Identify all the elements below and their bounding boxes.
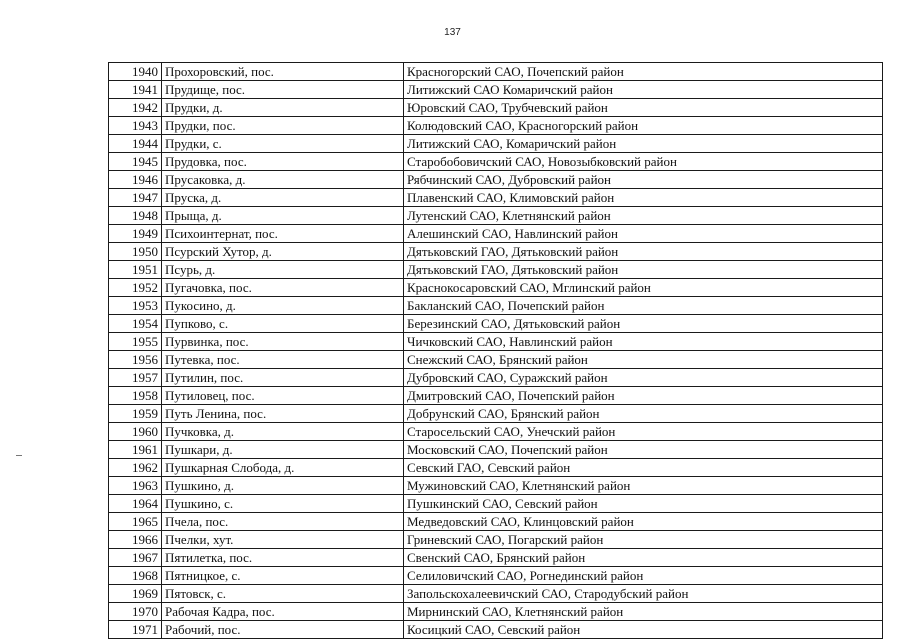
row-number: 1970 [109, 603, 162, 621]
row-number: 1965 [109, 513, 162, 531]
settlement-name: Прохоровский, пос. [162, 63, 404, 81]
settlement-name: Пушкино, с. [162, 495, 404, 513]
page-number: 137 [444, 27, 461, 38]
settlement-name: Пупково, с. [162, 315, 404, 333]
table-row [109, 135, 883, 153]
settlement-name: Пятилетка, пос. [162, 549, 404, 567]
table-row [109, 261, 883, 279]
administrative-unit: Алешинский САО, Навлинский район [404, 225, 883, 243]
settlement-name: Прудки, д. [162, 99, 404, 117]
administrative-unit: Плавенский САО, Климовский район [404, 189, 883, 207]
settlement-name: Прудки, с. [162, 135, 404, 153]
row-number: 1941 [109, 81, 162, 99]
table-row [109, 279, 883, 297]
settlement-name: Пчела, пос. [162, 513, 404, 531]
row-number: 1945 [109, 153, 162, 171]
table-row [109, 405, 883, 423]
settlement-name: Пчелки, хут. [162, 531, 404, 549]
row-number: 1957 [109, 369, 162, 387]
row-number: 1951 [109, 261, 162, 279]
table-row [109, 351, 883, 369]
administrative-unit: Бакланский САО, Почепский район [404, 297, 883, 315]
administrative-unit: Снежский САО, Брянский район [404, 351, 883, 369]
table-row [109, 513, 883, 531]
row-number: 1944 [109, 135, 162, 153]
administrative-unit: Дятьковский ГАО, Дятьковский район [404, 243, 883, 261]
administrative-unit: Дубровский САО, Суражский район [404, 369, 883, 387]
settlement-name: Пруска, д. [162, 189, 404, 207]
table-row [109, 477, 883, 495]
table-row [109, 567, 883, 585]
row-number: 1940 [109, 63, 162, 81]
table-row [109, 621, 883, 639]
administrative-unit: Севский ГАО, Севский район [404, 459, 883, 477]
row-number: 1971 [109, 621, 162, 639]
row-number: 1953 [109, 297, 162, 315]
administrative-unit: Юровский САО, Трубчевский район [404, 99, 883, 117]
table-row [109, 171, 883, 189]
row-number: 1966 [109, 531, 162, 549]
settlement-name: Пурвинка, пос. [162, 333, 404, 351]
row-number: 1942 [109, 99, 162, 117]
administrative-unit: Медведовский САО, Клинцовский район [404, 513, 883, 531]
table-row [109, 99, 883, 117]
row-number: 1969 [109, 585, 162, 603]
settlement-name: Пугачовка, пос. [162, 279, 404, 297]
settlement-name: Прудки, пос. [162, 117, 404, 135]
row-number: 1962 [109, 459, 162, 477]
settlement-name: Пушкари, д. [162, 441, 404, 459]
administrative-unit: Селиловичский САО, Рогнединский район [404, 567, 883, 585]
row-number: 1952 [109, 279, 162, 297]
row-number: 1960 [109, 423, 162, 441]
administrative-unit: Дятьковский ГАО, Дятьковский район [404, 261, 883, 279]
row-number: 1968 [109, 567, 162, 585]
administrative-unit: Дмитровский САО, Почепский район [404, 387, 883, 405]
settlement-name: Псурский Хутор, д. [162, 243, 404, 261]
administrative-unit: Гриневский САО, Погарский район [404, 531, 883, 549]
table-row [109, 531, 883, 549]
administrative-unit: Колюдовский САО, Красногорский район [404, 117, 883, 135]
administrative-unit: Мужиновский САО, Клетнянский район [404, 477, 883, 495]
row-number: 1955 [109, 333, 162, 351]
table-row [109, 423, 883, 441]
settlement-table [108, 62, 883, 639]
table-row [109, 549, 883, 567]
table-row [109, 441, 883, 459]
settlement-name: Пушкарная Слобода, д. [162, 459, 404, 477]
table-row [109, 369, 883, 387]
settlement-name: Психоинтернат, пос. [162, 225, 404, 243]
administrative-unit: Литижский САО Комаричский район [404, 81, 883, 99]
settlement-table-body [109, 63, 883, 639]
row-number: 1958 [109, 387, 162, 405]
row-number: 1943 [109, 117, 162, 135]
administrative-unit: Свенский САО, Брянский район [404, 549, 883, 567]
settlement-name: Путь Ленина, пос. [162, 405, 404, 423]
administrative-unit: Красногорский САО, Почепский район [404, 63, 883, 81]
row-number: 1963 [109, 477, 162, 495]
administrative-unit: Добрунский САО, Брянский район [404, 405, 883, 423]
row-number: 1964 [109, 495, 162, 513]
administrative-unit: Чичковский САО, Навлинский район [404, 333, 883, 351]
table-row [109, 207, 883, 225]
table-row [109, 585, 883, 603]
table-row [109, 387, 883, 405]
settlement-name: Прудище, пос. [162, 81, 404, 99]
table-row [109, 315, 883, 333]
settlement-name: Пукосино, д. [162, 297, 404, 315]
settlement-name: Пятовск, с. [162, 585, 404, 603]
table-row [109, 297, 883, 315]
administrative-unit: Косицкий САО, Севский район [404, 621, 883, 639]
table-row [109, 243, 883, 261]
table-row [109, 153, 883, 171]
table-row [109, 603, 883, 621]
administrative-unit: Мирнинский САО, Клетнянский район [404, 603, 883, 621]
table-row [109, 117, 883, 135]
row-number: 1950 [109, 243, 162, 261]
table-row [109, 81, 883, 99]
administrative-unit: Березинский САО, Дятьковский район [404, 315, 883, 333]
table-row [109, 225, 883, 243]
administrative-unit: Пушкинский САО, Севский район [404, 495, 883, 513]
settlement-name: Пятницкое, с. [162, 567, 404, 585]
table-row [109, 333, 883, 351]
administrative-unit: Московский САО, Почепский район [404, 441, 883, 459]
settlement-name: Псурь, д. [162, 261, 404, 279]
row-number: 1947 [109, 189, 162, 207]
scan-mark [16, 455, 22, 456]
row-number: 1946 [109, 171, 162, 189]
administrative-unit: Старосельский САО, Унечский район [404, 423, 883, 441]
administrative-unit: Старобобовичский САО, Новозыбковский район [404, 153, 883, 171]
administrative-unit: Лутенский САО, Клетнянский район [404, 207, 883, 225]
table-row [109, 459, 883, 477]
settlement-name: Путилин, пос. [162, 369, 404, 387]
table-row [109, 63, 883, 81]
administrative-unit: Запольскохалеевичский САО, Стародубский район [404, 585, 883, 603]
administrative-unit: Краснокосаровский САО, Мглинский район [404, 279, 883, 297]
settlement-name: Рабочий, пос. [162, 621, 404, 639]
settlement-name: Пучковка, д. [162, 423, 404, 441]
row-number: 1954 [109, 315, 162, 333]
settlement-name: Прусаковка, д. [162, 171, 404, 189]
settlement-name: Пушкино, д. [162, 477, 404, 495]
row-number: 1948 [109, 207, 162, 225]
settlement-name: Рабочая Кадра, пос. [162, 603, 404, 621]
table-row [109, 189, 883, 207]
administrative-unit: Литижский САО, Комаричский район [404, 135, 883, 153]
settlement-name: Путиловец, пос. [162, 387, 404, 405]
table-row [109, 495, 883, 513]
settlement-name: Путевка, пос. [162, 351, 404, 369]
row-number: 1956 [109, 351, 162, 369]
settlement-name: Прудовка, пос. [162, 153, 404, 171]
row-number: 1961 [109, 441, 162, 459]
row-number: 1967 [109, 549, 162, 567]
administrative-unit: Рябчинский САО, Дубровский район [404, 171, 883, 189]
settlement-name: Прыща, д. [162, 207, 404, 225]
row-number: 1959 [109, 405, 162, 423]
row-number: 1949 [109, 225, 162, 243]
